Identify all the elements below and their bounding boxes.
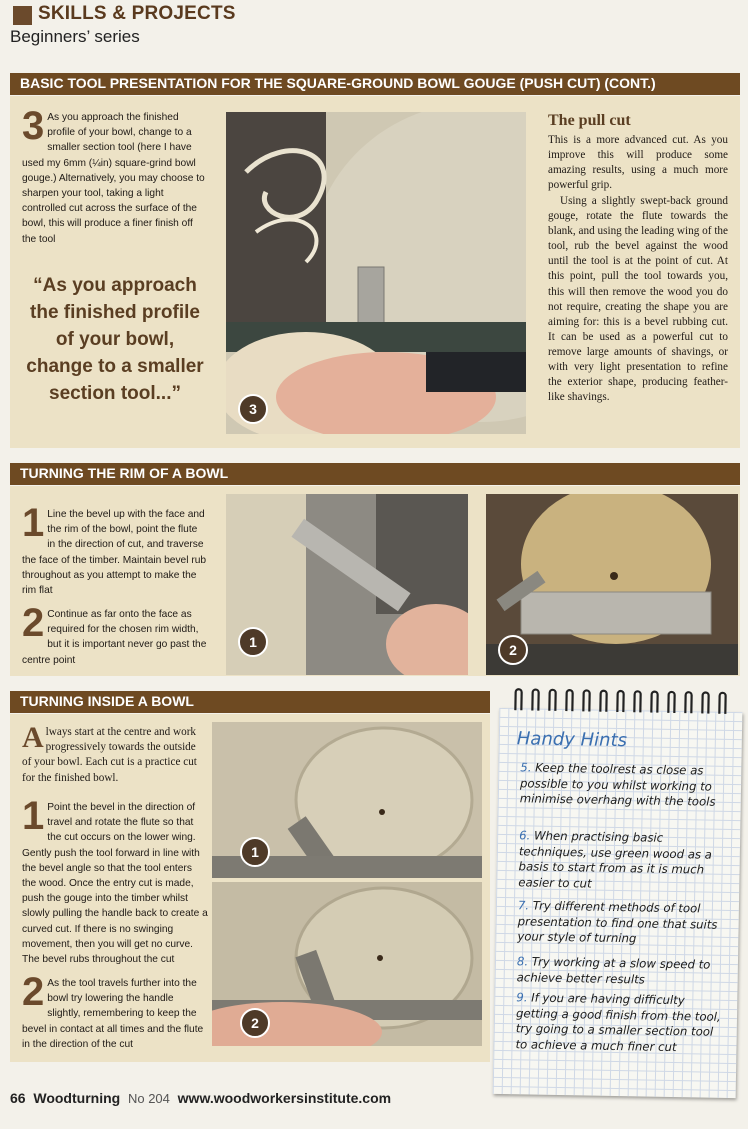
step-number: 2: [22, 601, 45, 645]
photo-rim-step-1: [226, 494, 468, 675]
rim-step-2-text: [22, 601, 208, 668]
hint-text: Keep the toolrest as close as possible to you whilst working to minimise overhang with the tools: [519, 760, 716, 809]
section-title: SKILLS & PROJECTS: [38, 3, 236, 24]
hint-item: [520, 760, 731, 810]
section-marker: [13, 6, 32, 25]
step-body: As the tool travels further into the bowl try lowering the handle slightly, remembering to keep the bevel in contact at all times and the flute in the direction of the cut: [22, 978, 204, 1050]
handy-hints-notepad: [493, 708, 743, 1098]
section-band-label: BASIC TOOL PRESENTATION FOR THE SQUARE-GROUND BOWL GOUGE (PUSH CUT) (CONT.): [20, 75, 656, 91]
page-number: 66: [10, 1090, 26, 1106]
step-3-text: [22, 104, 206, 247]
issue-number: No 204: [127, 1091, 170, 1106]
pull-cut-intro: This is a more advanced cut. As you improve this will produce some amazing results, using a much more powerful grip.: [548, 134, 728, 192]
page-footer: [10, 1090, 391, 1106]
website-url: www.woodworkersinstitute.com: [177, 1090, 392, 1106]
section-band-label: TURNING THE RIM OF A BOWL: [20, 465, 229, 481]
pull-cut-heading: The pull cut: [548, 112, 631, 129]
inside-step-1-text: [22, 794, 208, 967]
hint-item: [517, 954, 728, 989]
photo-inside-step-2: [212, 882, 482, 1046]
hint-number: 9.: [516, 990, 528, 1005]
step-number: 1: [22, 501, 45, 545]
hint-number: 7.: [517, 898, 530, 913]
hint-text: When practising basic techniques, use green wood as a basis to start from as it is much easier to cut: [518, 828, 713, 891]
pull-cut-body: Using a slightly swept-back ground gouge, rotate the flute towards the blank, and using the leading wing of the tool, rub the bevel against the wood until the tool is at the point of cut. At this point, pull the tool towards you, this will then remove the wood you do not require, creating the shape you are aiming for: this is a bevel rubbing cut. It can be used as a powerful cut to remove large amounts of shavings, or with very light presentation to refine the exterior shape, producing feather-like shavings.: [548, 195, 728, 404]
inside-bowl-intro: [22, 721, 206, 786]
hint-number: 6.: [519, 828, 531, 843]
hint-text: Try working at a slow speed to achieve better results: [516, 954, 711, 987]
hint-item: [517, 898, 728, 948]
pull-quote: “As you approach the finished profile of your bowl, change to a smaller section tool...”: [26, 275, 204, 404]
hint-item: [515, 990, 726, 1056]
photo-number-badge: 1: [238, 627, 268, 657]
step-body: Point the bevel in the direction of travel and rotate the flute so that the cut occurs on the lower wing. Gently push the tool forward in line with the bevel angle so that the tool enters the wood. Once the entry cut is made, push the gouge into the timber whilst slowly pulling the handle back to create a curved cut. If there is no swinging movement, then you will get no curve. The bevel rubs throughout the cut: [22, 802, 208, 966]
hint-item: [518, 828, 729, 894]
photo-number-badge: 2: [240, 1008, 270, 1038]
handy-hints-title: Handy Hints: [516, 728, 628, 752]
notepad-spiral-binding: [511, 686, 733, 716]
step-number: 3: [22, 104, 45, 148]
photo-number-badge: 2: [498, 635, 528, 665]
section-band-inside-bowl: [10, 691, 490, 713]
inside-step-2-text: [22, 970, 208, 1052]
hint-number: 8.: [516, 954, 529, 969]
photo-number-badge: 3: [238, 394, 268, 424]
intro-body: lways start at the centre and work progressively towards the outside of your bowl. Each cut is a practice cut for the finished bowl.: [22, 726, 197, 784]
section-band-tool-presentation: [10, 73, 740, 95]
section-band-turning-rim: [10, 463, 740, 485]
step-body: As you approach the finished profile of your bowl, change to a smaller section tool (here I have used my 6mm (¼in) square-grind bowl gouge.) Alternatively, you may choose to sharpen your tool, taking a light controlled cut across the surface of the bowl, this will produce a finer finish off the tool: [22, 112, 205, 245]
photo-rim-step-2: [486, 494, 738, 675]
hint-number: 5.: [520, 760, 532, 775]
photo-inside-step-1: [212, 722, 482, 878]
hint-text: If you are having difficulty getting a good finish from the tool, try going to a smaller section tool to achieve a much finer cut: [515, 990, 721, 1054]
hint-text: Try different methods of tool presentation to find one that suits your style of turning: [517, 898, 718, 946]
series-subtitle: Beginners’ series: [10, 27, 140, 46]
step-body: Continue as far onto the face as required for the chosen rim width, but it is important never go past the centre point: [22, 609, 207, 666]
drop-cap: A: [22, 721, 44, 754]
photo-bowl-gouge: [226, 112, 526, 434]
photo-illustration: [226, 112, 526, 434]
magazine-name: Woodturning: [33, 1090, 121, 1106]
rim-step-1-text: [22, 501, 208, 598]
step-number: 2: [22, 970, 45, 1014]
step-number: 1: [22, 794, 45, 838]
step-body: Line the bevel up with the face and the rim of the bowl, point the flute in the direction of cut, and traverse the face of the timber. Maintain bevel rub throughout as you attempt to make the rim flat: [22, 509, 207, 597]
photo-number-badge: 1: [240, 837, 270, 867]
section-band-label: TURNING INSIDE A BOWL: [20, 693, 194, 709]
